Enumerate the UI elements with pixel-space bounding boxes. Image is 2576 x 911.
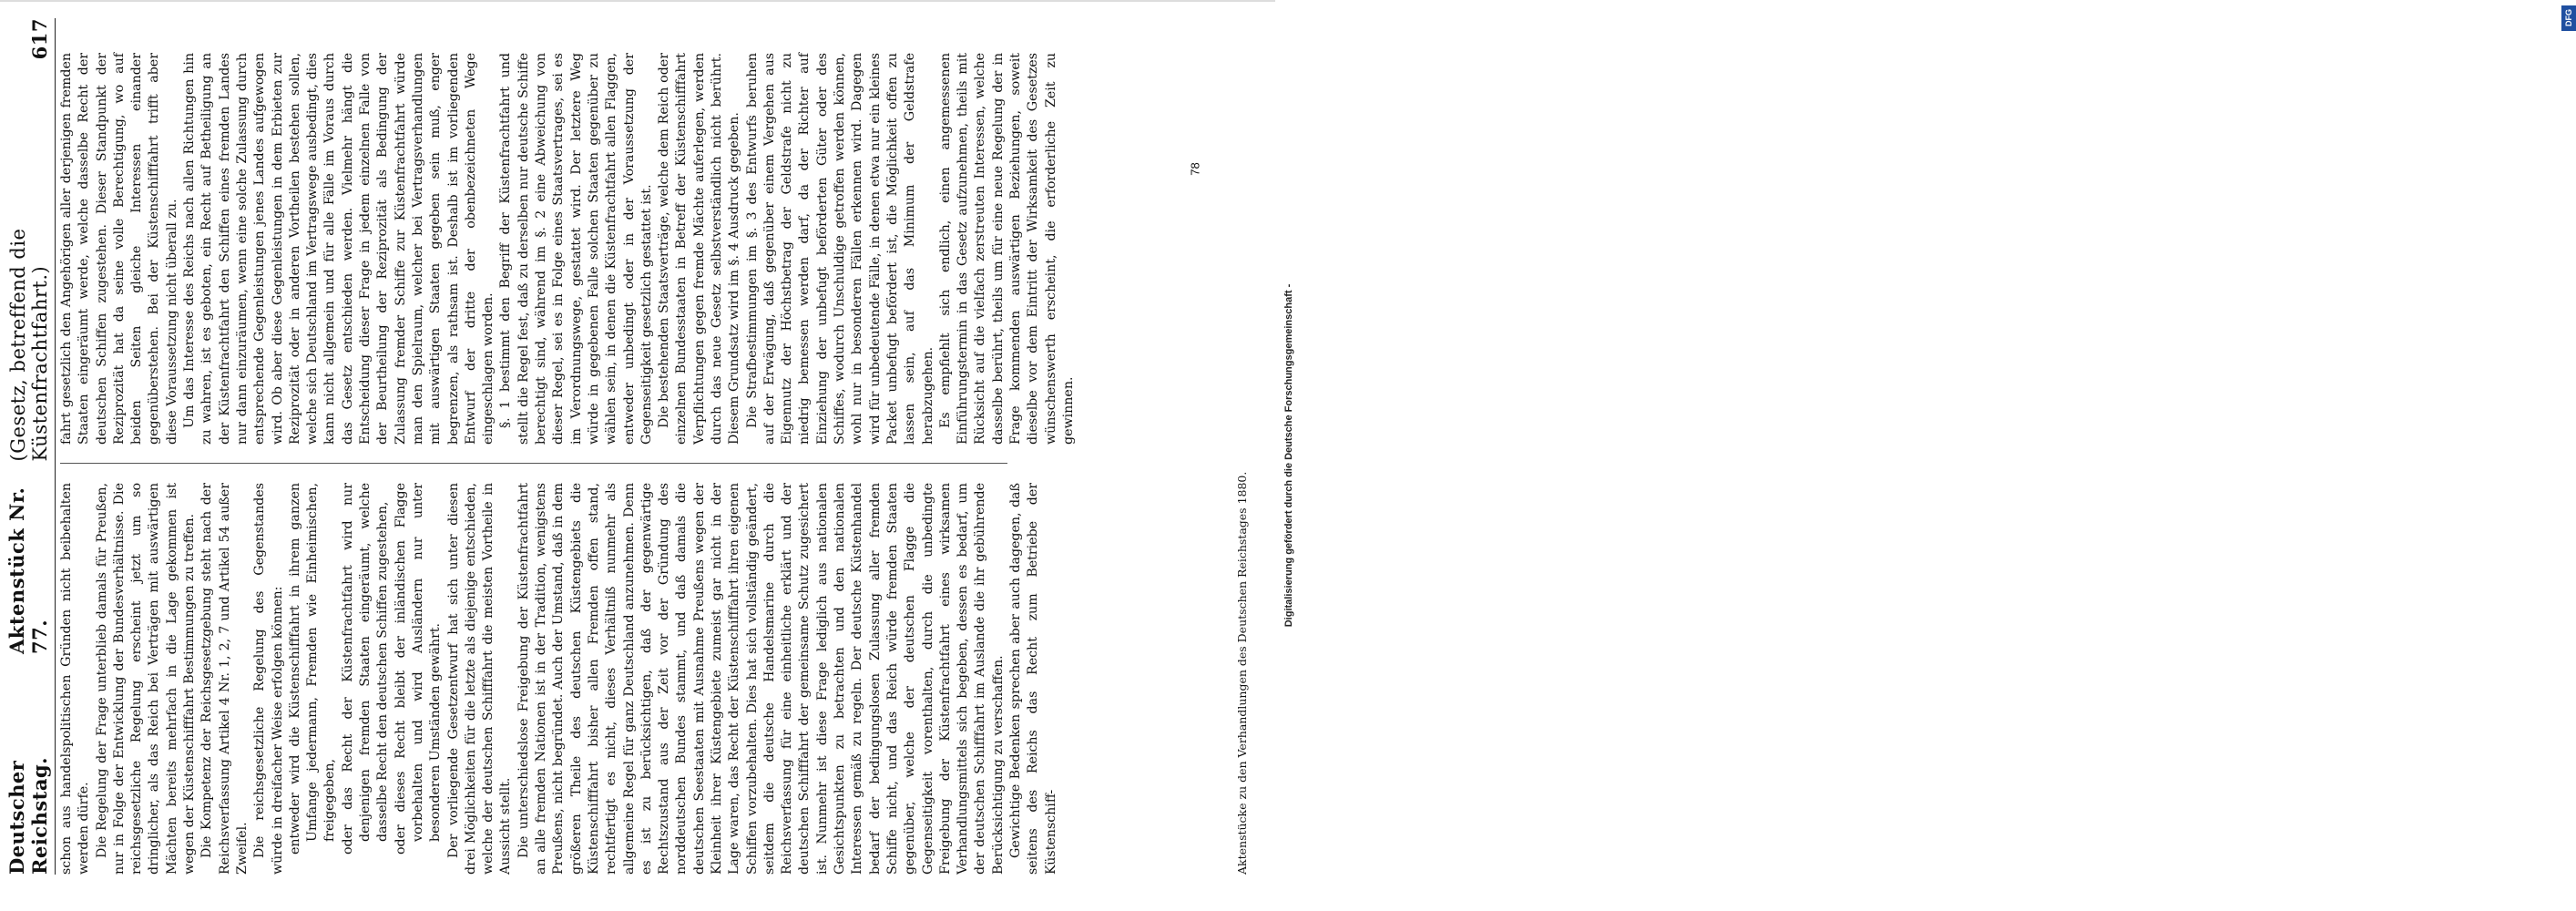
left-column-paragraph: Die Regelung der Frage unterblieb damals für Preußen, nur in Folge der Entwicklung der Bundesverhältnisse. Die reichsgesetzliche Regelung erscheint jetzt um so dringlicher, als das Reich bei Verträgen mit auswärtigen Mächten bereits mehrfach in die Lage gekommen ist wegen der Küstenschifffahrt Bestimmungen zu treffen. (94, 483, 198, 875)
scan-edge (0, 0, 1275, 2)
page-number: 617 (28, 18, 51, 60)
left-column-paragraph: oder das Recht der Küstenfrachtfahrt wird nur denjenigen fremden Staaten eingeräumt, welche dasselbe Recht den deutschen Schiffen zugestehen, (340, 483, 391, 855)
left-column-paragraph: Die reichsgesetzliche Regelung des Gegenstandes würde in dreifacher Weise erfolgen können: (252, 483, 285, 875)
left-column-paragraph: schon aus handelspolitischen Gründen nicht beibehalten werden dürfe. (59, 483, 92, 875)
left-column-paragraph: Die Kompetenz der Reichsgesetzgebung steht nach der Reichsverfassung Artikel 4 Nr. 1, 2, 7 und Artikel 54 außer Zweifel. (199, 483, 250, 875)
right-column-paragraph: §. 1 bestimmt den Begriff der Küstenfrachtfahrt und stellt die Regel fest, daß zu derselben nur deutsche Schiffe berechtigt sind, während im §. 2 eine Abweichung von dieser Regel, sei es in Folge eines Staatsvertrages, sei es im Verordnungswege, gestattet wird. Der letztere Weg würde in gegebenen Falle solchen Staaten gegenüber zu wählen sein, in denen die Küstenfrachtfahrt allen Flaggen, entweder unbedingt oder in der Voraussetzung der Gegenseitigkeit gesetzlich gestattet ist. (498, 53, 654, 445)
page-footer (1235, 18, 1249, 875)
right-column-paragraph: Es empfiehlt sich endlich, einen angemessenen Einführungstermin in das Gesetz aufzunehmen, theils mit Rücksicht auf die vielfach zerstreuten Interessen, welche dasselbe berührt, theils um für eine neue Regelung der in Frage kommenden auswärtigen Beziehungen, soweit dieselbe vor dem Eintritt der Wirksamkeit des Gesetzes wünschenswerth erscheint, die erforderliche Zeit zu gewinnen. (937, 53, 1076, 445)
left-column (58, 483, 1060, 875)
sheet-number: 78 (1188, 162, 1202, 176)
page-header (5, 18, 56, 875)
left-column-paragraph: Die unterschiedslose Freigebung der Küstenfrachtfahrt an alle fremden Nationen ist in der Tradition, wenigstens Preußens, nicht begründet. Auch der Umstand, daß in dem größeren Theile des deutschen Küstengebiets die Küstenschifffahrt bisher allen Fremden offen stand, rechtfertigt es nicht, dieses Verhältniß nunmehr als allgemeine Regel für ganz Deutschland anzunehmen. Denn es ist zu berücksichtigen, daß der gegenwärtige Rechtszustand aus der Zeit vor der Gründung des norddeutschen Bundes stammt, und daß damals die deutschen Seestaaten mit Ausnahme Preußens wegen der Kleinheit ihrer Küstengebiete zumeist gar nicht in der Lage waren, das Recht der Küstenschifffahrt ihren eigenen Schiffen vorzubehalten. Dies hat sich vollständig geändert, seitdem die deutsche Handelsmarine durch die Reichsverfassung für eine einheitliche erklärt und der deutschen Schifffahrt der gemeinsame Schutz zugesichert ist. Nunmehr ist diese Frage lediglich aus nationalen Gesichtspunkten zu betrachten und den nationalen Interessen gemäß zu regeln. Der deutsche Küstenhandel bedarf der bedingungslosen Zulassung aller fremden Schiffe nicht, und das Reich würde fremden Staaten gegenüber, welche der deutschen Flagge die Gegenseitigkeit vorenthalten, durch die unbedingte Freigebung der Küstenfrachtfahrt eines wirksamen Verhandlungsmittels sich begeben, dessen es bedarf, um der deutschen Schifffahrt im Auslande die ihr gebührende Berücksichtigung zu verschaffen. (516, 483, 1006, 875)
right-column-paragraph: Die Strafbestimmungen im §. 3 des Entwurfs beruhen auf der Erwägung, daß gegenüber einem Vergehen aus Eigennutz der Höchstbetrag der Geldstrafe nicht zu niedrig bemessen werden darf, da der Richter auf Einziehung der unbefugt beförderten Güter oder des Schiffes, wodurch Unschuldige getroffen werden können, wohl nur in besonderen Fällen erkennen wird. Dagegen wird für unbedeutende Fälle, in denen etwa nur ein kleines Packet unbefugt befördert ist, die Möglichkeit offen zu lassen sein, auf das Minimum der Geldstrafe herabzugehen. (744, 53, 935, 445)
right-column-paragraph: fahrt gesetzlich den Angehörigen aller derjenigen fremden Staaten eingeräumt werde, welche dasselbe Recht der deutschen Schiffen zugestehen. Dieser Standpunkt der Reziprozität hat da seine volle Berechtigung, wo auf beiden Seiten gleiche Interessen einander gegenüberstehen. Bei der Küstenschifffahrt trifft aber diese Voraussetzung nicht überall zu. (59, 53, 179, 445)
dfg-logo-icon: DFG (2561, 5, 2576, 31)
footer-source: Aktenstücke zu den Verhandlungen des Deutschen Reichstages 1880. (1235, 471, 1249, 875)
left-column-paragraph: Gewichtige Bedenken sprechen aber auch dagegen, daß seitens des Reichs das Recht zum Betriebe der Küstenschiff- (1008, 483, 1058, 875)
right-column-paragraph: Um das Interesse des Reichs nach allen Richtungen hin zu wahren, ist es geboten, ein Recht auf Betheiligung an der Küstenfrachtfahrt den Schiffen eines fremden Landes nur dann einzuräumen, wenn eine solche Zulassung durch entsprechende Gegenleistungen jenes Landes aufgewogen wird. Ob aber diese Gegenleistungen in dem Erbieten zur Reziprozität oder in anderen Vortheilen bestehen sollen, welche sich Deutschland im Vertragswege ausbedingt, dies kann nicht allgemein und für alle Fälle im Voraus durch das Gesetz entschieden werden. Vielmehr hängt die Entscheidung dieser Frage in jedem einzelnen Falle von der Beurtheilung der Reziprozität als Bedingung der Zulassung fremder Schiffe zur Küstenfrachtfahrt würde man den Spielraum, welcher bei Vertragsverhandlungen mit auswärtigen Staaten gegeben sein muß, enger begrenzen, als rathsam ist. Deshalb ist im vorliegenden Entwurf der dritte der obenbezeichneten Wege eingeschlagen worden. (182, 53, 496, 445)
header-document-number: Aktenstück Nr. 77. (5, 486, 51, 654)
left-column-paragraph: entweder wird die Küstenschifffahrt in ihrem ganzen Umfange jedermann, Fremden wie Einheimischen, freigegeben, (287, 483, 338, 855)
left-column-paragraph: oder dieses Recht bleibt der inländischen Flagge vorbehalten und wird Ausländern nur unter besonderen Umständen gewährt. (393, 483, 444, 855)
right-column (58, 53, 1078, 445)
left-column-paragraph: Der vorliegende Gesetzentwurf hat sich unter diesen drei Möglichkeiten für die letzte als diejenige entschieden, welche der deutschen Schifffahrt die meisten Vortheile in Aussicht stellt. (445, 483, 514, 875)
right-column-paragraph: Die bestehenden Staatsverträge, welche dem Reich oder einzelnen Bundesstaaten in Betreff der Küstenschifffahrt Verpflichtungen gegen fremde Mächte auferlegen, werden durch das neue Gesetz selbstverständlich nicht berührt. Diesem Grundsatz wird im §. 4 Ausdruck gegeben. (657, 53, 742, 445)
rotated-page (5, 18, 1266, 875)
digitization-credit: Digitalisierung gefördert durch die Deutsche Forschungsgemeinschaft - (1283, 283, 1294, 628)
header-publication: Deutscher Reichstag. (5, 757, 51, 875)
column-divider (60, 463, 1007, 464)
header-subject: (Gesetz, betreffend die Küstenfrachtfahrt.) (7, 228, 51, 462)
